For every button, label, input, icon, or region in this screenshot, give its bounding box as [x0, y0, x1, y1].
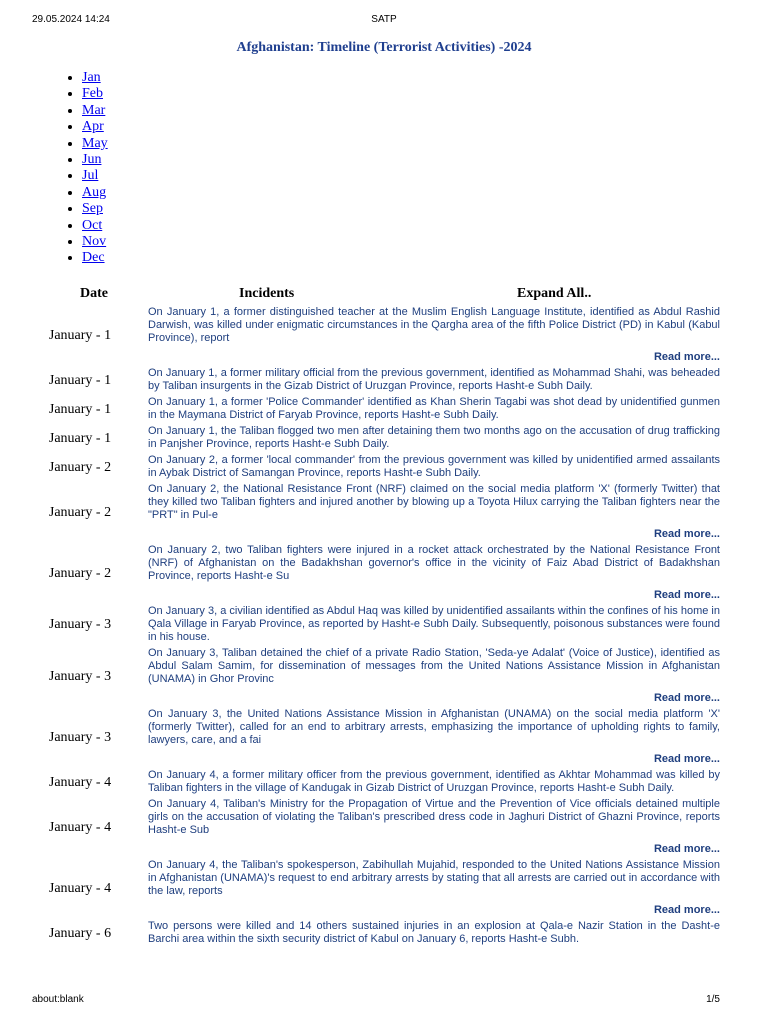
table-row	[0, 707, 768, 768]
month-item	[82, 103, 108, 119]
month-link-jan[interactable]: Jan	[82, 70, 101, 85]
read-more-link[interactable]: Read more...	[653, 351, 720, 363]
month-link-oct[interactable]: Oct	[82, 217, 103, 233]
incident-cell	[148, 482, 720, 543]
incident-text: On January 2, the National Resistance Front (NRF) claimed on the social media platform 'X' (formerly Twitter) that they killed two Taliban fighters and injured another by blowing up a Toyota Hilux carrying the Taliban fighters near the "PRT" in Pul-e	[148, 483, 720, 521]
table-row	[0, 395, 768, 424]
table-row	[0, 424, 768, 453]
incident-date: January - 2	[48, 565, 112, 581]
table-row	[0, 482, 768, 543]
date-column-header: Date	[80, 286, 108, 301]
incident-text: On January 1, the Taliban flogged two men after detaining them two months ago on the accusation of drug trafficking in Panjsher Province, reports Hasht-e Subh Daily.	[148, 425, 720, 450]
incident-date: January - 3	[48, 729, 112, 745]
incident-text: On January 1, a former 'Police Commander' identified as Khan Sherin Tagabi was shot dead by unidentified gunmen in the Maymana District of Faryab Province, reports Hasht-e Subh Daily.	[148, 396, 720, 421]
print-header	[32, 14, 736, 28]
read-more-link[interactable]: Read more...	[653, 528, 720, 540]
incident-cell	[148, 768, 720, 797]
read-more-link[interactable]: Read more...	[653, 904, 720, 916]
incident-date: January - 4	[48, 880, 112, 896]
month-item	[82, 201, 108, 217]
month-item	[82, 70, 108, 86]
incident-text: On January 1, a former military official from the previous government, identified as Mohammad Shahi, was beheaded by Taliban insurgents in the Gizab District of Uruzgan Province, reports Hasht-e Subh Daily.	[148, 367, 720, 392]
month-item	[82, 136, 108, 152]
read-more-link[interactable]: Read more...	[653, 843, 720, 855]
print-page-number: 1/5	[706, 994, 720, 1005]
incident-date: January - 4	[48, 819, 112, 835]
print-footer	[32, 994, 736, 1008]
print-url: about:blank	[32, 994, 84, 1005]
table-row	[0, 453, 768, 482]
incident-cell	[148, 604, 720, 646]
incident-cell	[148, 797, 720, 858]
incident-date: January - 2	[48, 504, 112, 520]
incident-date: January - 3	[48, 668, 112, 684]
month-link-apr[interactable]: Apr	[82, 119, 104, 135]
table-row	[0, 646, 768, 707]
month-link-dec[interactable]: Dec	[82, 250, 105, 266]
expand-all-link[interactable]: Expand All..	[517, 286, 592, 301]
incident-cell	[148, 366, 720, 395]
table-row	[0, 604, 768, 646]
table-row	[0, 305, 768, 366]
table-row	[0, 768, 768, 797]
incident-text: On January 3, a civilian identified as Abdul Haq was killed by unidentified assailants within the confines of his home in Qala Village in Faryab Province, as reported by Hasht-e Subh Daily. Subsequently, poisonous substances were found in his house.	[148, 605, 720, 643]
read-more-link[interactable]: Read more...	[653, 692, 720, 704]
incident-date: January - 1	[48, 327, 112, 343]
month-item	[82, 168, 108, 184]
read-more-link[interactable]: Read more...	[653, 589, 720, 601]
incident-cell	[148, 858, 720, 919]
incident-text: On January 2, a former 'local commander' from the previous government was killed by unidentified armed assailants in Aybak District of Samangan Province, reports Hasht-e Subh Daily.	[148, 454, 720, 479]
page-title: Afghanistan: Timeline (Terrorist Activities) -2024	[236, 40, 532, 55]
incident-text: On January 3, Taliban detained the chief of a private Radio Station, 'Seda-ye Adalat' (Voice of Justice), identified as Abdul Salam Samim, for dissemination of messages from the United Nations Assistance Mission in Afghanistan (UNAMA) in Ghor Provinc	[148, 647, 720, 685]
table-row	[0, 366, 768, 395]
incident-text: On January 2, two Taliban fighters were injured in a rocket attack orchestrated by the National Resistance Front (NRF) of Afghanistan on the Badakhshan governor's office in the vicinity of Faiz Abad District of Badakhshan Province, reports Hasht-e Su	[148, 544, 720, 582]
incident-cell	[148, 424, 720, 453]
table-row	[0, 543, 768, 604]
month-link-feb[interactable]: Feb	[82, 86, 103, 102]
month-link-mar[interactable]: Mar	[82, 102, 106, 118]
month-link-aug[interactable]: Aug	[82, 184, 107, 200]
incident-cell	[148, 646, 720, 707]
table-row	[0, 858, 768, 919]
incident-text: On January 4, the Taliban's spokesperson, Zabihullah Mujahid, responded to the United Nations Assistance Mission in Afghanistan (UNAMA)'s request to end arbitrary arrests by stating that all arrests are carried out in accordance with the law, reports	[148, 859, 720, 897]
month-item	[82, 119, 108, 135]
incident-table	[0, 305, 768, 948]
incident-text: On January 4, a former military officer from the previous government, identified as Akhtar Mohammad was killed by Taliban fighters in the village of Kandugak in Gizab District of Uruzgan Province, reports Hasht-e Subh Daily.	[148, 769, 720, 794]
incident-cell	[148, 707, 720, 768]
read-more-link[interactable]: Read more...	[653, 753, 720, 765]
month-item	[82, 152, 108, 168]
incident-date: January - 1	[48, 430, 112, 446]
month-nav-list	[64, 70, 108, 267]
incident-date: January - 4	[48, 774, 112, 790]
month-item	[82, 234, 108, 250]
table-row	[0, 919, 768, 948]
incident-text: Two persons were killed and 14 others sustained injuries in an explosion at Qala-e Nazir Station in the Dasht-e Barchi area within the sixth security district of Kabul on January 6, reports Hasht-e Subh.	[148, 920, 720, 945]
incident-cell	[148, 305, 720, 366]
incident-text: On January 3, the United Nations Assistance Mission in Afghanistan (UNAMA) on the social media platform 'X' (formerly Twitter), called for an end to arbitrary arrests, emphasizing the importance of upholding rights to family, lawyers, care, and a fai	[148, 708, 720, 746]
incident-text: On January 4, Taliban's Ministry for the Propagation of Virtue and the Prevention of Vice officials detained multiple girls on the accusation of violating the Taliban's prescribed dress code in Jaghuri District of Ghazni Province, reports Hasht-e Sub	[148, 798, 720, 836]
incident-cell	[148, 919, 720, 948]
month-link-jun[interactable]: Jun	[82, 152, 102, 168]
month-item	[82, 218, 108, 234]
incident-text: On January 1, a former distinguished teacher at the Muslim English Language Institute, identified as Abdul Rashid Darwish, was killed under enigmatic circumstances in the Qargha area of the fifth Police District (PD) in Kabul (Kabul Province), report	[148, 306, 720, 344]
month-link-may[interactable]: May	[82, 135, 108, 151]
incident-date: January - 1	[48, 372, 112, 388]
month-link-nov[interactable]: Nov	[82, 234, 107, 250]
month-item	[82, 185, 108, 201]
month-link-jul[interactable]: Jul	[82, 168, 99, 184]
incident-date: January - 6	[48, 925, 112, 941]
incident-cell	[148, 395, 720, 424]
table-header	[0, 286, 768, 304]
print-site-name: SATP	[371, 14, 397, 25]
incident-date: January - 3	[48, 617, 112, 632]
print-datetime: 29.05.2024 14:24	[32, 14, 110, 25]
incident-cell	[148, 543, 720, 604]
incident-cell	[148, 453, 720, 482]
incident-date: January - 2	[48, 459, 112, 475]
incidents-column-header: Incidents	[239, 286, 295, 301]
table-row	[0, 797, 768, 858]
month-item	[82, 250, 108, 266]
month-link-sep[interactable]: Sep	[82, 201, 103, 217]
month-item	[82, 86, 108, 102]
incident-date: January - 1	[48, 401, 112, 417]
